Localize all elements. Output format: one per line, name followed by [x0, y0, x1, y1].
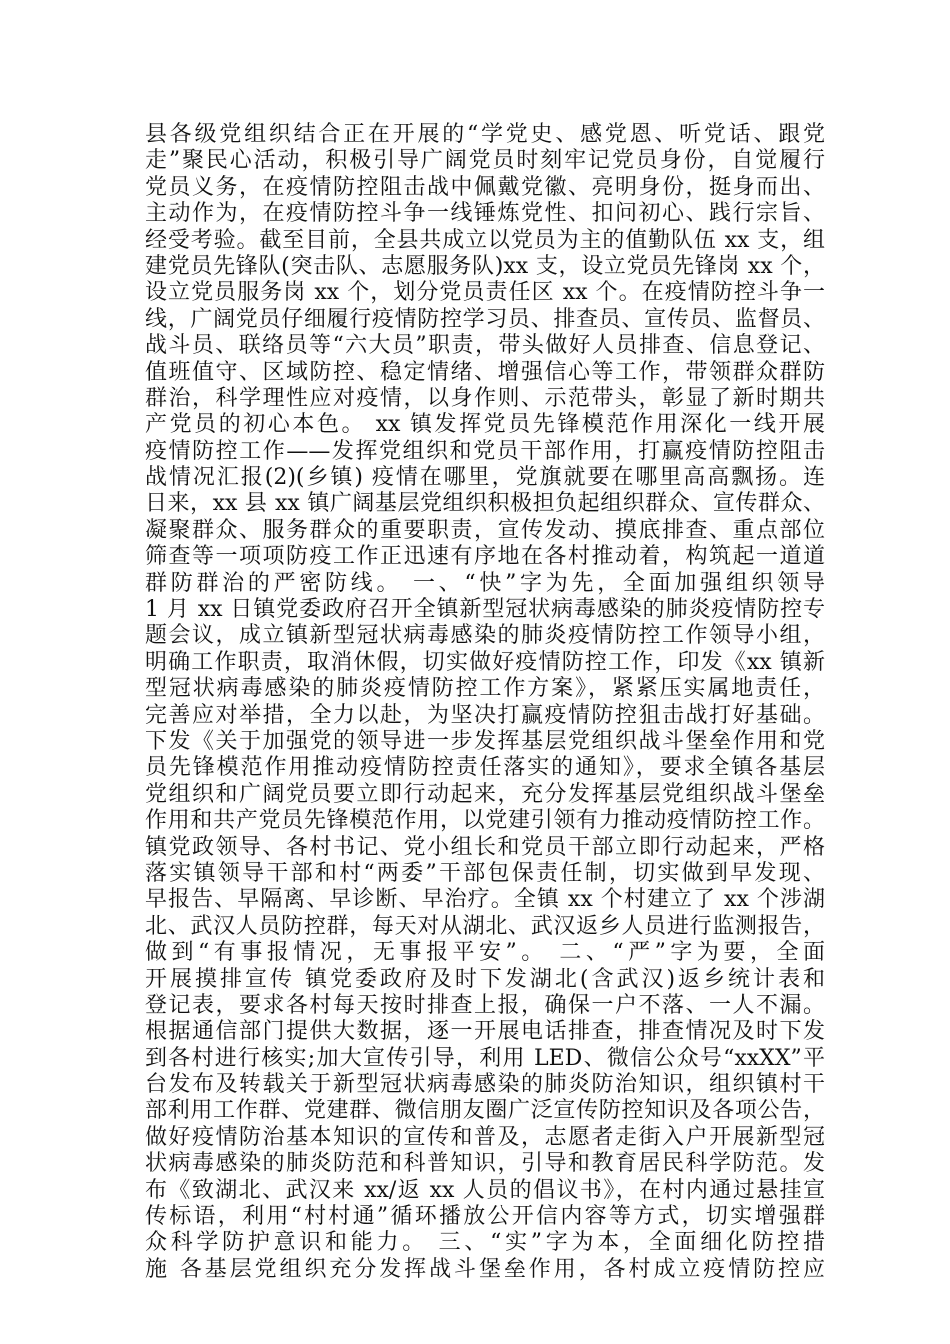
- text-line: 产党员的初心本色。 xx 镇发挥党员先锋模范作用深化一线开展: [145, 412, 825, 438]
- text-line: 登记表，要求各村每天按时排查上报，确保一户不落、一人不漏。: [145, 992, 825, 1018]
- text-line: 做到“有事报情况，无事报平安”。 二、“严”字为要，全面: [145, 940, 825, 966]
- text-line: 下发《关于加强党的领导进一步发挥基层党组织战斗堡垒作用和党: [145, 728, 825, 754]
- text-line: 疫情防控工作——发挥党组织和党员干部作用，打赢疫情防控阻击: [145, 438, 825, 464]
- body-text: [145, 122, 825, 1283]
- text-line: 群治，科学理性应对疫情，以身作则、示范带头，彰显了新时期共: [145, 385, 825, 411]
- text-line: 台发布及转载关于新型冠状病毒感染的肺炎防治知识，组织镇村干: [145, 1072, 825, 1098]
- text-line: 走”聚民心活动，积极引导广阔党员时刻牢记党员身份，自觉履行: [145, 148, 825, 174]
- text-line: 传标语，利用“村村通”循环播放公开信内容等方式，切实增强群: [145, 1204, 825, 1230]
- text-line: 党组织和广阔党员要立即行动起来，充分发挥基层党组织战斗堡垒: [145, 781, 825, 807]
- text-line: 战斗员、联络员等“六大员”职责，带头做好人员排查、信息登记、: [145, 333, 825, 359]
- text-line: 设立党员服务岗 xx 个，划分党员责任区 xx 个。在疫情防控斗争一: [145, 280, 825, 306]
- text-line: 施 各基层党组织充分发挥战斗堡垒作用，各村成立疫情防控应: [145, 1256, 825, 1282]
- text-line: 根据通信部门提供大数据，逐一开展电话排查，排查情况及时下发: [145, 1019, 825, 1045]
- text-line: 线，广阔党员仔细履行疫情防控学习员、排查员、宣传员、监督员、: [145, 306, 825, 332]
- text-line: 经受考验。截至目前，全县共成立以党员为主的值勤队伍 xx 支，组: [145, 227, 825, 253]
- text-line: 党员义务，在疫情防控阻击战中佩戴党徽、亮明身份，挺身而出、: [145, 174, 825, 200]
- text-line: 做好疫情防治基本知识的宣传和普及，志愿者走街入户开展新型冠: [145, 1124, 825, 1150]
- text-line: 建党员先锋队(突击队、志愿服务队)xx 支，设立党员先锋岗 xx 个，: [145, 253, 825, 279]
- text-line: 到各村进行核实;加大宣传引导，利用 LED、微信公众号“xxXX”平: [145, 1045, 825, 1071]
- text-line: 值班值守、区域防控、稳定情绪、增强信心等工作，带领群众群防: [145, 359, 825, 385]
- text-line: 镇党政领导、各村书记、党小组长和党员干部立即行动起来，严格: [145, 834, 825, 860]
- text-line: 员先锋模范作用推动疫情防控责任落实的通知》，要求全镇各基层: [145, 755, 825, 781]
- text-line: 作用和共产党员先锋模范作用，以党建引领有力推动疫情防控工作。: [145, 808, 825, 834]
- text-line: 群防群治的严密防线。 一、“快”字为先，全面加强组织领导: [145, 570, 825, 596]
- text-line: 早报告、早隔离、早诊断、早治疗。全镇 xx 个村建立了 xx 个涉湖: [145, 887, 825, 913]
- text-line: 主动作为，在疫情防控斗争一线锤炼党性、扣问初心、践行宗旨、: [145, 201, 825, 227]
- text-line: 北、武汉人员防控群，每天对从湖北、武汉返乡人员进行监测报告，: [145, 913, 825, 939]
- text-line: 布《致湖北、武汉来 xx/返 xx 人员的倡议书》，在村内通过悬挂宣: [145, 1177, 825, 1203]
- text-line: 战情况汇报(2)(乡镇) 疫情在哪里，党旗就要在哪里高高飘扬。连: [145, 465, 825, 491]
- text-line: 型冠状病毒感染的肺炎疫情防控工作方案》，紧紧压实属地责任，: [145, 676, 825, 702]
- text-line: 完善应对举措，全力以赴，为坚决打赢疫情防控狙击战打好基础。: [145, 702, 825, 728]
- text-line: 开展摸排宣传 镇党委政府及时下发湖北(含武汉)返乡统计表和: [145, 966, 825, 992]
- text-line: 题会议，成立镇新型冠状病毒感染的肺炎疫情防控工作领导小组，: [145, 623, 825, 649]
- text-line: 1 月 xx 日镇党委政府召开全镇新型冠状病毒感染的肺炎疫情防控专: [145, 597, 825, 623]
- text-line: 县各级党组织结合正在开展的“学党史、感党恩、听党话、跟党: [145, 122, 825, 147]
- text-line: 状病毒感染的肺炎防范和科普知识，引导和教育居民科学防范。发: [145, 1151, 825, 1177]
- text-line: 部利用工作群、党建群、微信朋友圈广泛宣传防控知识及各项公告，: [145, 1098, 825, 1124]
- text-line: 日来，xx 县 xx 镇广阔基层党组织积极担负起组织群众、宣传群众、: [145, 491, 825, 517]
- text-line: 众科学防护意识和能力。 三、“实”字为本，全面细化防控措: [145, 1230, 825, 1256]
- text-line: 筛查等一项项防疫工作正迅速有序地在各村推动着，构筑起一道道: [145, 544, 825, 570]
- text-line: 落实镇领导干部和村“两委”干部包保责任制，切实做到早发现、: [145, 860, 825, 886]
- text-line: 明确工作职责，取消休假，切实做好疫情防控工作，印发《xx 镇新: [145, 649, 825, 675]
- text-line: 凝聚群众、服务群众的重要职责，宣传发动、摸底排查、重点部位: [145, 517, 825, 543]
